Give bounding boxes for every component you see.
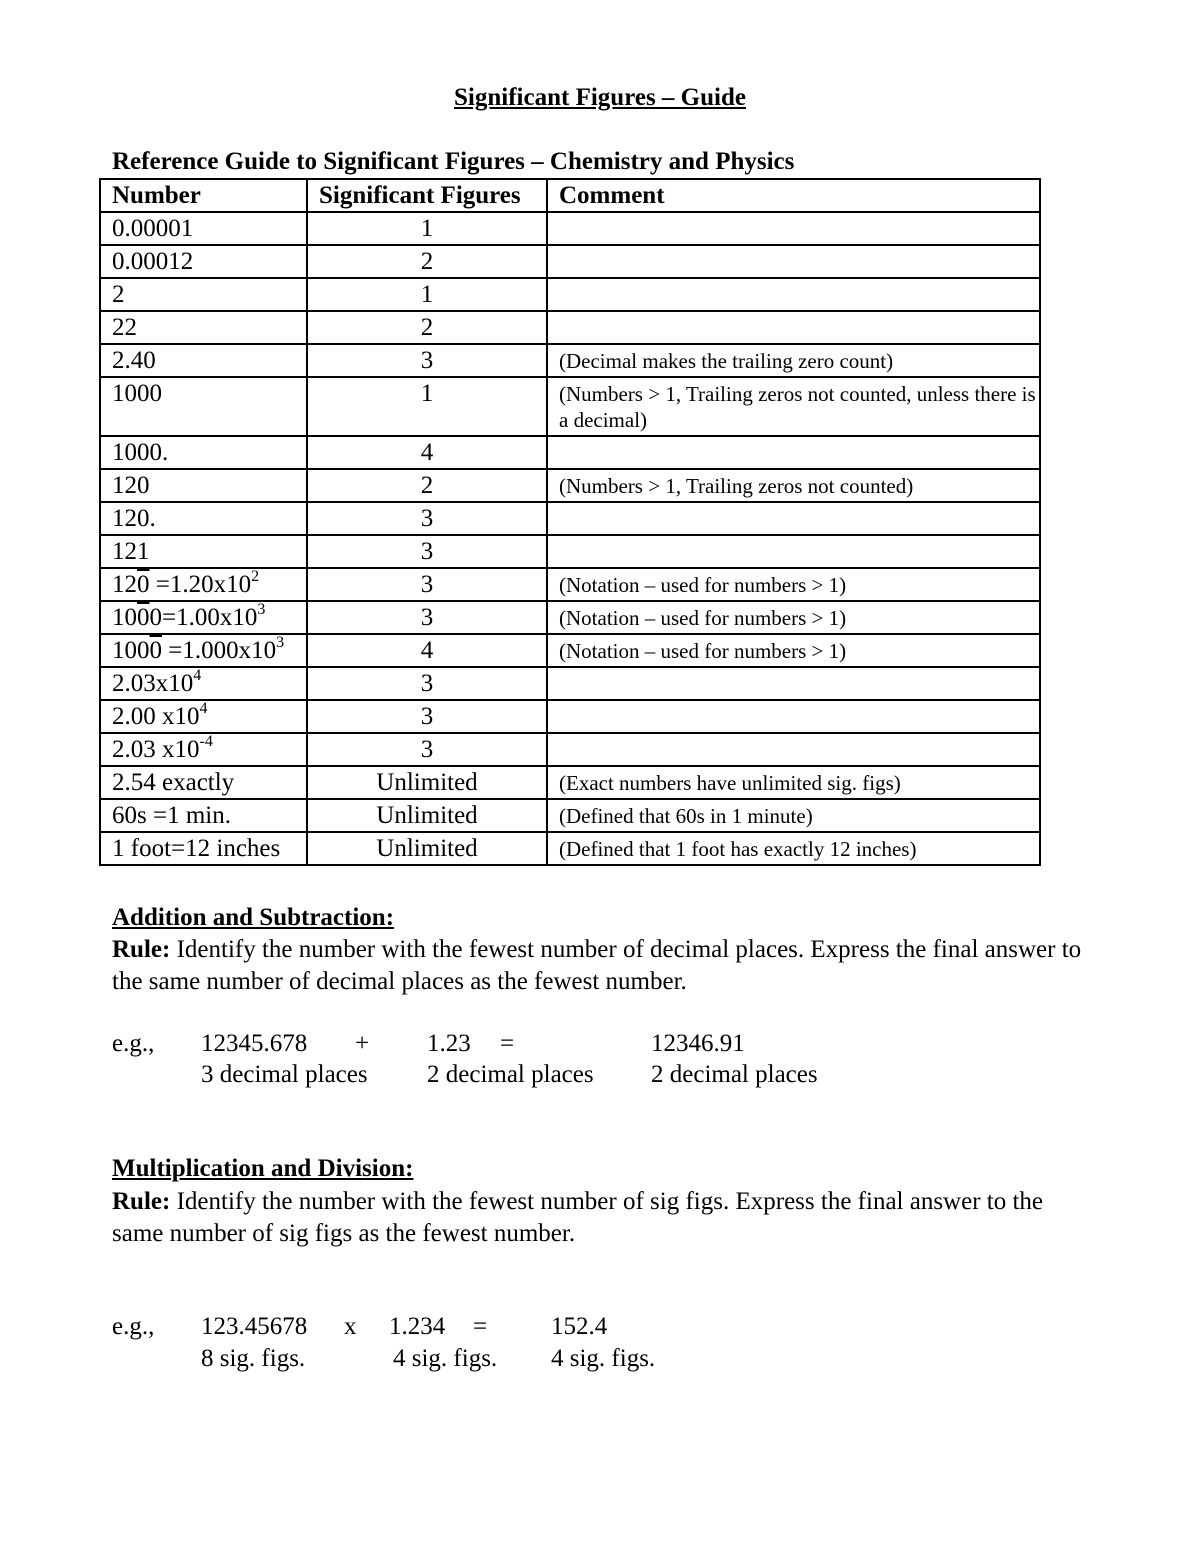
comment-cell: (Exact numbers have unlimited sig. figs) <box>547 766 1040 799</box>
comment-cell <box>547 245 1040 278</box>
page-title: Significant Figures – Guide <box>454 84 746 111</box>
number-cell: 1000. <box>100 436 307 469</box>
comment-cell <box>547 278 1040 311</box>
table-row <box>100 601 1040 634</box>
multiplication-operator: x <box>344 1313 357 1340</box>
multiplication-result-note: 4 sig. figs. <box>551 1345 656 1372</box>
table-row <box>100 568 1040 601</box>
addition-heading: Addition and Subtraction: <box>112 904 395 931</box>
addition-operand-b: 1.23 <box>427 1030 471 1057</box>
table-row <box>100 535 1040 568</box>
comment-cell: (Defined that 60s in 1 minute) <box>547 799 1040 832</box>
sig-figs-cell: 1 <box>307 212 547 245</box>
sig-figs-cell: Unlimited <box>307 832 547 865</box>
addition-operand-a-note: 3 decimal places <box>201 1061 368 1088</box>
header-significant-figures: Significant Figures <box>307 179 547 212</box>
sig-figs-cell: 2 <box>307 311 547 344</box>
number-cell <box>100 601 307 634</box>
table-row <box>100 245 1040 278</box>
exponent: -4 <box>199 733 213 750</box>
rule-text: Identify the number with the fewest number of sig figs. Express the final answer to the same number of sig figs as the fewest number. <box>112 1188 1044 1247</box>
sig-figs-cell: 3 <box>307 502 547 535</box>
comment-cell: (Decimal makes the trailing zero count) <box>547 344 1040 377</box>
sig-figs-cell: 3 <box>307 667 547 700</box>
multiplication-eg-label: e.g., <box>112 1313 155 1340</box>
table-row <box>100 799 1040 832</box>
comment-cell: (Notation – used for numbers > 1) <box>547 634 1040 667</box>
exponent: 2 <box>251 568 260 585</box>
multiplication-rule <box>112 1186 1092 1250</box>
exponent: 4 <box>199 700 208 717</box>
number-cell <box>100 700 307 733</box>
number-part: =1.20x10 <box>149 571 252 598</box>
multiplication-operand-a-note: 8 sig. figs. <box>201 1345 306 1372</box>
number-cell: 1000 <box>100 377 307 436</box>
sig-figs-cell: 3 <box>307 568 547 601</box>
sig-figs-cell: Unlimited <box>307 766 547 799</box>
number-part: 10 <box>112 604 137 631</box>
number-cell: 1 foot=12 inches <box>100 832 307 865</box>
number-part: =1.000x10 <box>162 637 277 664</box>
overbar-digit: 0 <box>149 637 162 664</box>
number-cell <box>100 667 307 700</box>
table-row <box>100 667 1040 700</box>
sig-figs-cell: 3 <box>307 700 547 733</box>
comment-cell <box>547 733 1040 766</box>
number-cell: 120. <box>100 502 307 535</box>
table-row <box>100 436 1040 469</box>
multiplication-operand-b-note: 4 sig. figs. <box>393 1345 498 1372</box>
number-cell: 2.40 <box>100 344 307 377</box>
table-row <box>100 502 1040 535</box>
exponent: 3 <box>257 601 266 618</box>
table-row <box>100 212 1040 245</box>
multiplication-result: 152.4 <box>551 1313 608 1340</box>
number-cell <box>100 634 307 667</box>
exponent: 3 <box>276 634 285 651</box>
sig-figs-cell: 1 <box>307 278 547 311</box>
multiplication-heading: Multiplication and Division: <box>112 1155 414 1182</box>
rule-text: Identify the number with the fewest number of decimal places. Express the final answer to the same number of decimal places as the fewest number. <box>112 936 1082 995</box>
comment-cell: (Numbers > 1, Trailing zeros not counted, unless there is a decimal) <box>547 377 1040 436</box>
table-row <box>100 832 1040 865</box>
sig-figs-cell: 4 <box>307 436 547 469</box>
sig-figs-cell: 3 <box>307 344 547 377</box>
number-cell: 120 <box>100 469 307 502</box>
addition-equals: = <box>500 1030 515 1057</box>
number-part: 2.00 x10 <box>112 703 200 730</box>
sig-figs-cell: Unlimited <box>307 799 547 832</box>
number-cell: 0.00012 <box>100 245 307 278</box>
multiplication-operand-b: 1.234 <box>389 1313 446 1340</box>
overbar-digit: 0 <box>137 604 150 631</box>
comment-cell <box>547 535 1040 568</box>
sig-figs-cell: 4 <box>307 634 547 667</box>
sig-figs-cell: 1 <box>307 377 547 436</box>
comment-cell <box>547 436 1040 469</box>
sig-figs-cell: 3 <box>307 535 547 568</box>
comment-cell <box>547 502 1040 535</box>
comment-cell: (Numbers > 1, Trailing zeros not counted) <box>547 469 1040 502</box>
rule-label: Rule: <box>112 936 171 963</box>
comment-cell <box>547 311 1040 344</box>
header-number: Number <box>100 179 307 212</box>
sig-figs-cell: 3 <box>307 733 547 766</box>
table-row <box>100 311 1040 344</box>
table-row <box>100 469 1040 502</box>
comment-cell: (Defined that 1 foot has exactly 12 inches) <box>547 832 1040 865</box>
multiplication-operand-a: 123.45678 <box>201 1313 308 1340</box>
addition-result: 12346.91 <box>651 1030 745 1057</box>
number-cell: 22 <box>100 311 307 344</box>
overbar-digit: 0 <box>137 571 150 598</box>
number-cell: 2 <box>100 278 307 311</box>
sig-figs-cell: 3 <box>307 601 547 634</box>
multiplication-equals: = <box>473 1313 488 1340</box>
addition-operand-b-note: 2 decimal places <box>427 1061 594 1088</box>
header-comment: Comment <box>547 179 1040 212</box>
addition-result-note: 2 decimal places <box>651 1061 818 1088</box>
number-cell <box>100 733 307 766</box>
table-row <box>100 700 1040 733</box>
table-header-row <box>100 179 1040 212</box>
number-part: 2.03 x10 <box>112 736 200 763</box>
sig-figs-table <box>99 178 1041 866</box>
sig-figs-cell: 2 <box>307 245 547 278</box>
addition-eg-label: e.g., <box>112 1030 155 1057</box>
comment-cell <box>547 700 1040 733</box>
addition-rule <box>112 934 1092 998</box>
comment-cell <box>547 667 1040 700</box>
number-cell: 2.54 exactly <box>100 766 307 799</box>
addition-operand-a: 12345.678 <box>201 1030 308 1057</box>
comment-cell <box>547 212 1040 245</box>
number-part: 2.03x10 <box>112 670 194 697</box>
table-row <box>100 377 1040 436</box>
table-row <box>100 634 1040 667</box>
table-row <box>100 278 1040 311</box>
number-part: 0=1.00x10 <box>149 604 258 631</box>
number-cell: 0.00001 <box>100 212 307 245</box>
comment-cell: (Notation – used for numbers > 1) <box>547 568 1040 601</box>
table-row <box>100 344 1040 377</box>
rule-label: Rule: <box>112 1188 171 1215</box>
comment-cell: (Notation – used for numbers > 1) <box>547 601 1040 634</box>
sig-figs-cell: 2 <box>307 469 547 502</box>
table-row <box>100 733 1040 766</box>
table-caption: Reference Guide to Significant Figures – Chemistry and Physics <box>112 148 795 175</box>
number-part: 100 <box>112 637 150 664</box>
number-part: 12 <box>112 571 137 598</box>
number-cell <box>100 568 307 601</box>
table-row <box>100 766 1040 799</box>
exponent: 4 <box>193 667 202 684</box>
addition-operator: + <box>355 1030 370 1057</box>
number-cell: 60s =1 min. <box>100 799 307 832</box>
number-cell: 121 <box>100 535 307 568</box>
